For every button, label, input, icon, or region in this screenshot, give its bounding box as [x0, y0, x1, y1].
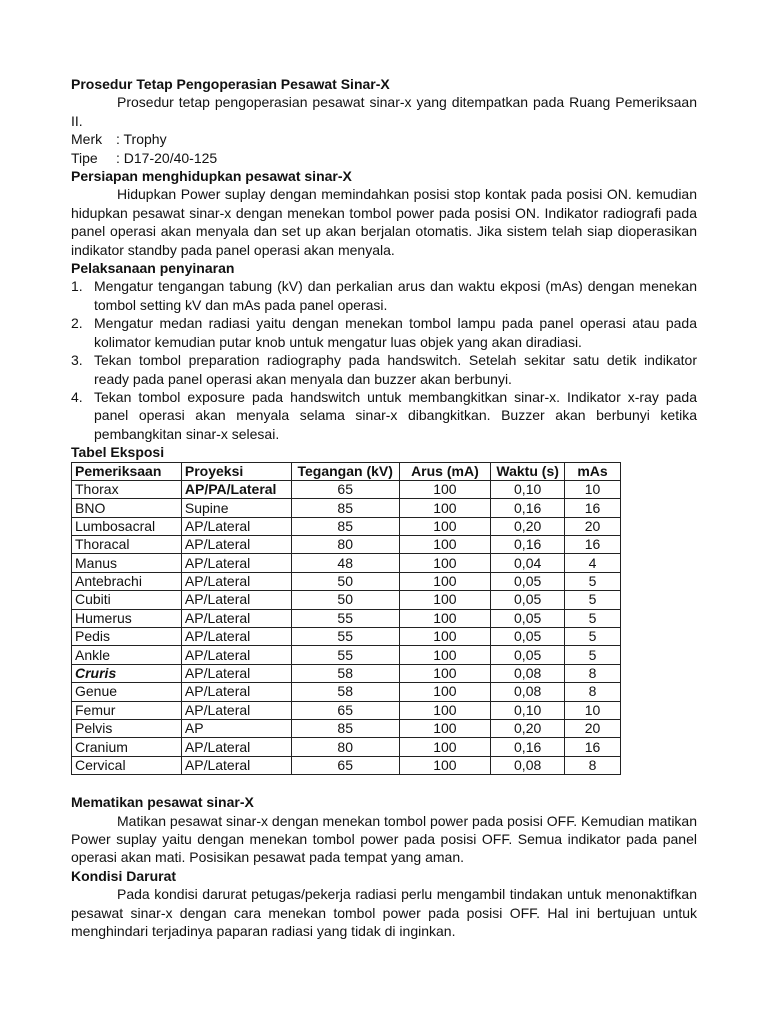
- table-cell: 48: [291, 554, 399, 572]
- table-cell: 100: [399, 756, 491, 774]
- tipe-label: Tipe: [71, 149, 98, 166]
- table-cell: 50: [291, 591, 399, 609]
- list-item-text: Mengatur medan radiasi yaitu dengan menekan tombol lampu pada panel operasi atau pada kolimator kemudian putar knob untuk mengatur luas objek yang akan diradiasi.: [94, 315, 697, 350]
- list-item-text: Tekan tombol preparation radiography pada handswitch. Setelah sekitar satu detik indikator ready pada panel operasi akan menyala dan buzzer akan berbunyi.: [94, 352, 697, 387]
- table-body: [72, 480, 621, 774]
- table-cell: 0,08: [491, 683, 565, 701]
- table-row: [72, 646, 621, 664]
- table-cell: 65: [291, 480, 399, 498]
- table-cell: AP/Lateral: [181, 701, 291, 719]
- table-row: [72, 536, 621, 554]
- table-cell: 100: [399, 628, 491, 646]
- table-cell: Pedis: [72, 628, 182, 646]
- table-cell: 10: [565, 701, 621, 719]
- table-cell: 0,16: [491, 738, 565, 756]
- list-item: [71, 351, 697, 388]
- pelaksanaan-list: [71, 277, 697, 443]
- table-row: [72, 480, 621, 498]
- table-cell: 0,20: [491, 517, 565, 535]
- table-cell: Pelvis: [72, 720, 182, 738]
- merk-line: [71, 130, 697, 148]
- table-cell: 5: [565, 628, 621, 646]
- list-item: [71, 277, 697, 314]
- list-item-number: 3.: [71, 352, 83, 369]
- table-cell: 100: [399, 554, 491, 572]
- table-cell: 8: [565, 664, 621, 682]
- table-cell: 0,20: [491, 720, 565, 738]
- table-cell: AP/Lateral: [181, 609, 291, 627]
- header-tegangan: Tegangan (kV): [291, 462, 399, 480]
- table-cell: 100: [399, 664, 491, 682]
- header-mas: mAs: [565, 462, 621, 480]
- header-pemeriksaan: Pemeriksaan: [72, 462, 182, 480]
- table-cell: Antebrachi: [72, 572, 182, 590]
- table-row: [72, 572, 621, 590]
- exposure-table: [71, 462, 621, 776]
- table-cell: Supine: [181, 499, 291, 517]
- table-cell: AP/Lateral: [181, 517, 291, 535]
- pelaksanaan-heading: Pelaksanaan penyinaran: [71, 260, 235, 277]
- table-cell: 4: [565, 554, 621, 572]
- mematikan-heading: Mematikan pesawat sinar-X: [71, 794, 254, 811]
- table-cell: AP/Lateral: [181, 756, 291, 774]
- table-row: [72, 499, 621, 517]
- header-arus: Arus (mA): [399, 462, 491, 480]
- table-cell: 0,08: [491, 664, 565, 682]
- table-cell: 8: [565, 756, 621, 774]
- persiapan-paragraph: Hidupkan Power suplay dengan memindahkan posisi stop kontak pada posisi ON. kemudian hidupkan pesawat sinar-x dengan menekan tombol power pada posisi ON. Indikator radiografi pada panel operasi akan menyala dan set up akan berjalan otomatis. Jika sistem telah siap dioperasikan indikator standby pada panel operasi akan menyala.: [71, 186, 697, 258]
- table-cell: Genue: [72, 683, 182, 701]
- table-cell: 20: [565, 517, 621, 535]
- table-cell: 50: [291, 572, 399, 590]
- table-cell: 80: [291, 738, 399, 756]
- table-cell: AP/Lateral: [181, 646, 291, 664]
- table-cell: 0,05: [491, 572, 565, 590]
- tabel-heading: Tabel Eksposi: [71, 444, 165, 461]
- table-cell: AP/Lateral: [181, 664, 291, 682]
- table-cell: AP/Lateral: [181, 536, 291, 554]
- table-cell: Cubiti: [72, 591, 182, 609]
- table-cell: 0,05: [491, 628, 565, 646]
- merk-value: : Trophy: [116, 131, 167, 148]
- table-cell: 100: [399, 536, 491, 554]
- table-cell: 100: [399, 517, 491, 535]
- table-cell: 100: [399, 701, 491, 719]
- list-item-number: 2.: [71, 315, 83, 332]
- table-cell: 20: [565, 720, 621, 738]
- table-cell: 100: [399, 499, 491, 517]
- table-cell: 85: [291, 720, 399, 738]
- list-item-number: 1.: [71, 278, 83, 295]
- table-cell: 10: [565, 480, 621, 498]
- persiapan-heading: Persiapan menghidupkan pesawat sinar-X: [71, 168, 352, 185]
- darurat-heading: Kondisi Darurat: [71, 867, 177, 884]
- header-proyeksi: Proyeksi: [181, 462, 291, 480]
- table-row: [72, 517, 621, 535]
- table-cell: 100: [399, 609, 491, 627]
- table-cell: 16: [565, 738, 621, 756]
- table-cell: Humerus: [72, 609, 182, 627]
- table-cell: 0,16: [491, 536, 565, 554]
- table-cell: 0,04: [491, 554, 565, 572]
- table-cell: 55: [291, 646, 399, 664]
- table-row: [72, 683, 621, 701]
- table-cell: AP/PA/Lateral: [181, 480, 291, 498]
- table-cell: AP/Lateral: [181, 591, 291, 609]
- table-row: [72, 701, 621, 719]
- table-row: [72, 591, 621, 609]
- table-cell: AP/Lateral: [181, 683, 291, 701]
- table-cell: 100: [399, 591, 491, 609]
- table-cell: Cruris: [72, 664, 182, 682]
- mematikan-paragraph: Matikan pesawat sinar-x dengan menekan tombol power pada posisi OFF. Kemudian matikan Power suplay yaitu dengan menekan tombol power pada posisi OFF. Semua indikator pada panel operasi akan mati. Posisikan pesawat pada tempat yang aman.: [71, 812, 697, 866]
- table-cell: 0,05: [491, 646, 565, 664]
- table-cell: 0,10: [491, 701, 565, 719]
- table-cell: 0,16: [491, 499, 565, 517]
- table-cell: 5: [565, 609, 621, 627]
- table-cell: AP/Lateral: [181, 554, 291, 572]
- document-page: [71, 75, 697, 940]
- table-header-row: [72, 462, 621, 480]
- table-row: [72, 720, 621, 738]
- list-item-text: Mengatur tengangan tabung (kV) dan perkalian arus dan waktu ekposi (mAs) dengan menekan tombol setting kV dan mAs pada panel operasi.: [94, 278, 697, 313]
- table-row: [72, 554, 621, 572]
- table-cell: 58: [291, 664, 399, 682]
- table-cell: 80: [291, 536, 399, 554]
- list-item-number: 4.: [71, 388, 83, 405]
- table-cell: Thoracal: [72, 536, 182, 554]
- table-cell: 5: [565, 591, 621, 609]
- table-cell: Femur: [72, 701, 182, 719]
- table-cell: 0,08: [491, 756, 565, 774]
- header-waktu: Waktu (s): [491, 462, 565, 480]
- table-cell: 65: [291, 756, 399, 774]
- table-cell: AP/Lateral: [181, 738, 291, 756]
- merk-label: Merk: [71, 131, 103, 148]
- table-row: [72, 756, 621, 774]
- table-cell: Manus: [72, 554, 182, 572]
- table-cell: 0,10: [491, 480, 565, 498]
- table-cell: BNO: [72, 499, 182, 517]
- table-cell: Thorax: [72, 480, 182, 498]
- table-cell: Lumbosacral: [72, 517, 182, 535]
- table-cell: 100: [399, 683, 491, 701]
- darurat-paragraph: Pada kondisi darurat petugas/pekerja radiasi perlu mengambil tindakan untuk menonaktifkan pesawat sinar-x dengan cara menekan tombol power pada posisi OFF. Hal ini bertujuan untuk menghindari terjadinya paparan radiasi yang tidak di inginkan.: [71, 886, 697, 940]
- table-cell: 55: [291, 609, 399, 627]
- list-item: [71, 388, 697, 443]
- table-cell: Cranium: [72, 738, 182, 756]
- table-cell: 5: [565, 646, 621, 664]
- table-cell: AP/Lateral: [181, 628, 291, 646]
- table-cell: 85: [291, 499, 399, 517]
- table-cell: 85: [291, 517, 399, 535]
- table-cell: 55: [291, 628, 399, 646]
- table-cell: 100: [399, 738, 491, 756]
- table-cell: 58: [291, 683, 399, 701]
- table-cell: Cervical: [72, 756, 182, 774]
- table-cell: 16: [565, 536, 621, 554]
- list-item-text: Tekan tombol exposure pada handswitch untuk membangkitkan sinar-x. Indikator x-ray pada panel operasi akan menyala selama sinar-x dibangkitkan. Buzzer akan berbunyi ketika pembangkitan sinar-x selesai.: [94, 388, 697, 442]
- table-cell: 100: [399, 720, 491, 738]
- table-cell: Ankle: [72, 646, 182, 664]
- table-row: [72, 664, 621, 682]
- tipe-value: : D17-20/40-125: [116, 149, 218, 166]
- table-cell: 65: [291, 701, 399, 719]
- table-cell: 100: [399, 480, 491, 498]
- intro-paragraph: Prosedur tetap pengoperasian pesawat sinar-x yang ditempatkan pada Ruang Pemeriksaan II.: [71, 94, 697, 129]
- table-cell: 8: [565, 683, 621, 701]
- table-cell: 5: [565, 572, 621, 590]
- table-row: [72, 738, 621, 756]
- table-cell: 0,05: [491, 591, 565, 609]
- table-cell: 0,05: [491, 609, 565, 627]
- table-cell: AP: [181, 720, 291, 738]
- tipe-line: [71, 149, 697, 167]
- table-row: [72, 609, 621, 627]
- document-title: Prosedur Tetap Pengoperasian Pesawat Sinar-X: [71, 76, 390, 92]
- table-cell: 16: [565, 499, 621, 517]
- table-row: [72, 628, 621, 646]
- table-cell: 100: [399, 572, 491, 590]
- table-cell: AP/Lateral: [181, 572, 291, 590]
- table-cell: 100: [399, 646, 491, 664]
- list-item: [71, 314, 697, 351]
